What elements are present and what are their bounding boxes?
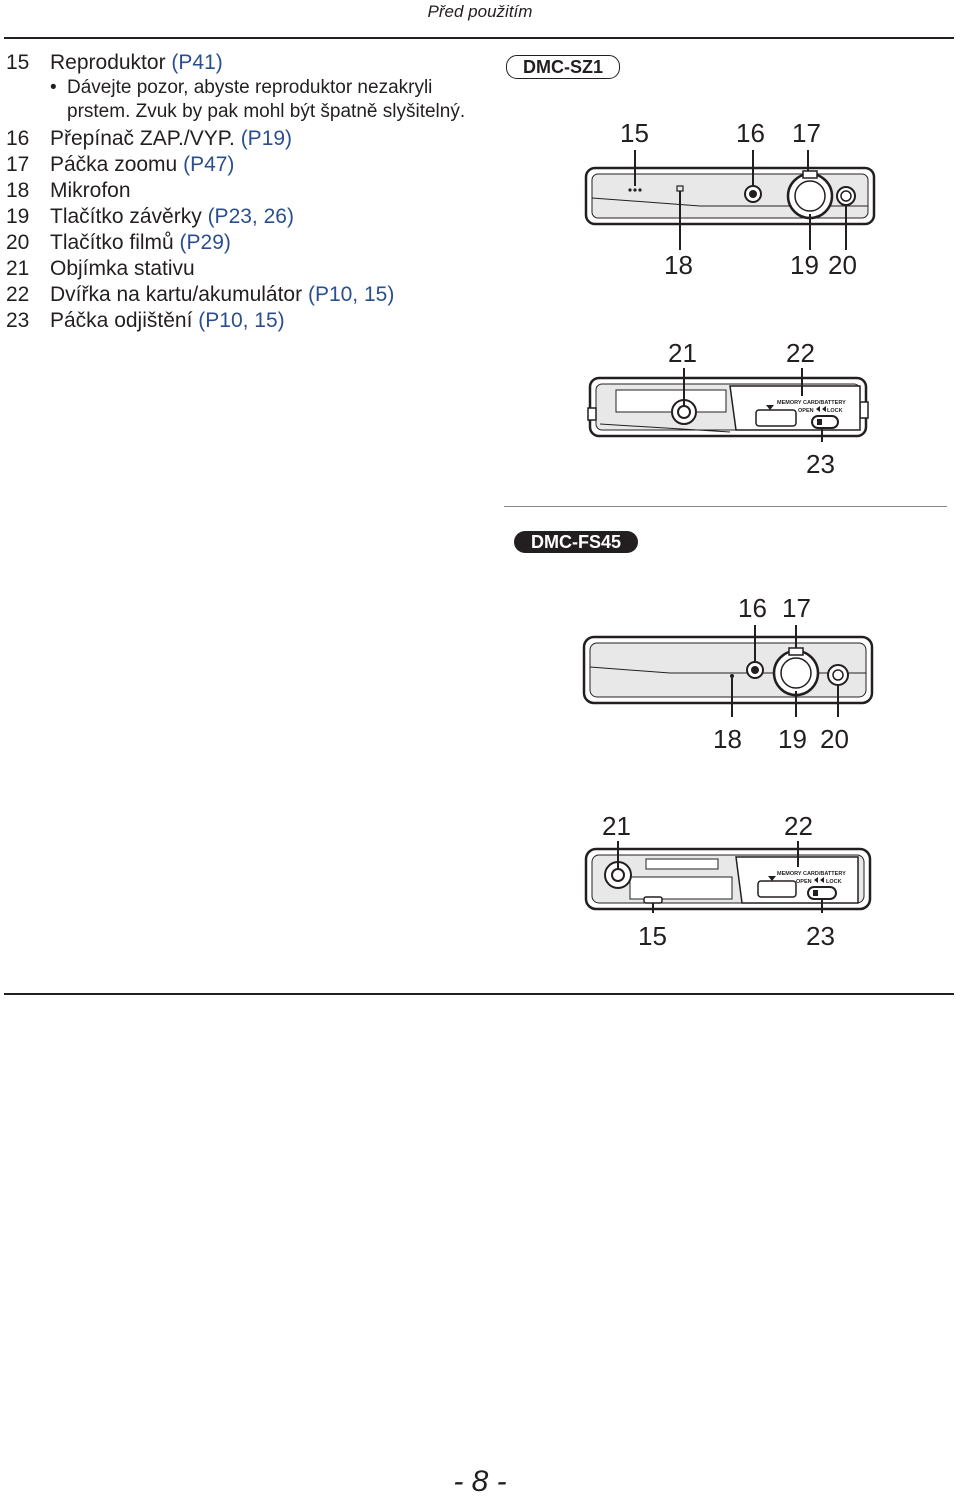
callout-16: 16	[738, 593, 767, 623]
callout-20: 20	[828, 250, 857, 280]
part-number: 23	[6, 309, 30, 332]
part-16	[6, 126, 496, 152]
part-number: 20	[6, 231, 30, 254]
callout-17: 17	[782, 593, 811, 623]
door-open-text: OPEN	[796, 879, 812, 885]
callout-22: 22	[786, 338, 815, 368]
card-battery-door-icon	[730, 386, 860, 430]
speaker-icon	[644, 897, 662, 903]
part-21	[6, 256, 496, 282]
note-text: Dávejte pozor, abyste reproduktor nezakryli prstem. Zvuk by pak mohl být špatně slyšitelný.	[67, 77, 466, 122]
part-20	[6, 230, 496, 256]
part-label: Přepínač ZAP./VYP.	[50, 127, 235, 150]
callout-20: 20	[820, 724, 849, 754]
part-label: Objímka stativu	[50, 257, 195, 280]
door-text: MEMORY CARD/BATTERY	[777, 871, 846, 877]
sz1-top-view-diagram	[560, 110, 890, 290]
part-number: 19	[6, 205, 30, 228]
part-number: 18	[6, 179, 30, 202]
part-17	[6, 152, 496, 178]
page-reference-link[interactable]: (P47)	[183, 153, 235, 176]
divider	[504, 506, 947, 507]
page-reference-link[interactable]: (P41)	[171, 51, 223, 74]
section-title: Před použitím	[427, 2, 533, 21]
callout-15: 15	[638, 921, 667, 951]
callout-19: 19	[790, 250, 819, 280]
page-reference-link[interactable]: (P23, 26)	[207, 205, 294, 228]
part-number: 15	[6, 51, 30, 74]
microphone-icon	[730, 674, 734, 678]
page-number: - 8 -	[453, 1465, 507, 1498]
part-label: Tlačítko filmů	[50, 231, 174, 254]
power-switch-icon	[747, 662, 763, 678]
part-number: 22	[6, 283, 30, 306]
door-lock-text: LOCK	[826, 879, 842, 885]
door-open-text: OPEN	[798, 408, 814, 414]
part-label: Tlačítko závěrky	[50, 205, 202, 228]
fs45-bottom-view-diagram	[560, 805, 890, 965]
callout-16: 16	[736, 118, 765, 148]
model-badge-fs45: DMC-FS45	[514, 531, 638, 553]
release-lever-icon	[808, 887, 836, 899]
sz1-bottom-view-diagram	[560, 330, 890, 490]
callout-18: 18	[713, 724, 742, 754]
part-23	[6, 308, 496, 334]
release-lever-icon	[812, 416, 838, 428]
part-18	[6, 178, 496, 204]
door-lock-text: LOCK	[827, 408, 843, 414]
page-reference-link[interactable]: (P19)	[240, 127, 293, 150]
part-number: 16	[6, 127, 30, 150]
part-22	[6, 282, 496, 308]
model-badge-sz1: DMC-SZ1	[506, 55, 620, 79]
part-label: Reproduktor	[50, 51, 166, 74]
footer-rule	[4, 993, 954, 995]
callout-18: 18	[664, 250, 693, 280]
callout-19: 19	[778, 724, 807, 754]
callout-23: 23	[806, 449, 835, 479]
part-label: Dvířka na kartu/akumulátor	[50, 283, 303, 306]
part-19	[6, 204, 496, 230]
part-label: Páčka odjištění	[50, 309, 193, 332]
part-label: Mikrofon	[50, 179, 131, 202]
parts-list	[6, 50, 496, 334]
callout-23: 23	[806, 921, 835, 951]
fs45-top-view-diagram	[560, 585, 890, 765]
bullet-icon: •	[50, 77, 57, 98]
part-15	[6, 50, 496, 76]
part-number: 17	[6, 153, 30, 176]
part-number: 21	[6, 257, 30, 280]
callout-21: 21	[602, 811, 631, 841]
callout-15: 15	[620, 118, 649, 148]
callout-22: 22	[784, 811, 813, 841]
door-text: MEMORY CARD/BATTERY	[777, 400, 846, 406]
callout-21: 21	[668, 338, 697, 368]
speaker-holes-icon	[628, 188, 631, 191]
callout-17: 17	[792, 118, 821, 148]
movie-button-icon	[828, 665, 848, 685]
header-rule	[4, 37, 954, 39]
part-15-note	[50, 76, 496, 124]
page-reference-link[interactable]: (P29)	[179, 231, 231, 254]
page-reference-link[interactable]: (P10, 15)	[307, 283, 395, 306]
page-reference-link[interactable]: (P10, 15)	[198, 309, 285, 332]
power-switch-icon	[745, 186, 761, 202]
part-label: Páčka zoomu	[50, 153, 178, 176]
movie-button-icon	[837, 187, 855, 205]
